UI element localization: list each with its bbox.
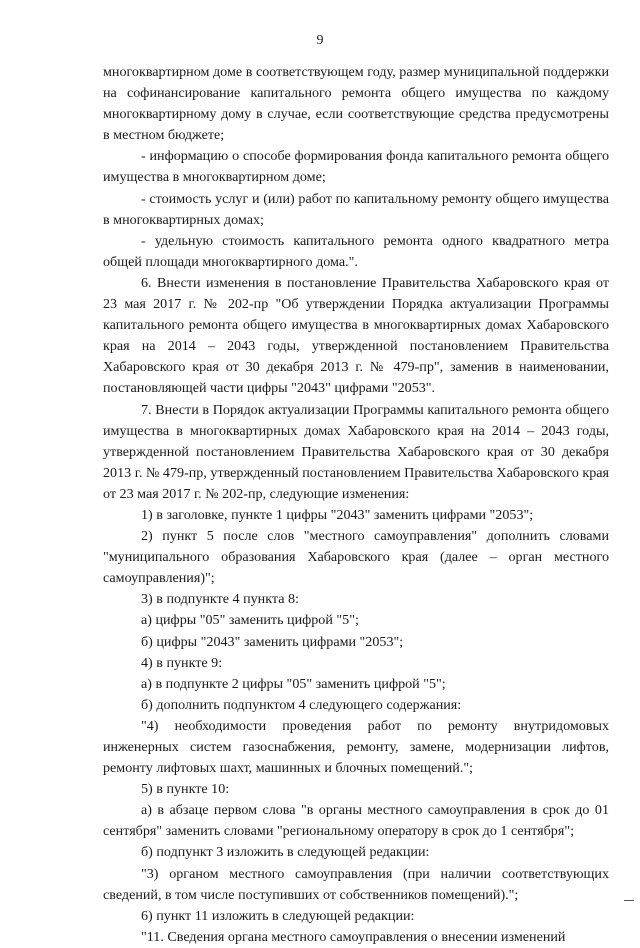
scan-edge-mark xyxy=(624,900,634,901)
paragraph: б) дополнить подпунктом 4 следующего содержания: xyxy=(141,696,462,713)
paragraph: "4) необходимости проведения работ по ремонту внутридомовых инженерных систем газоснабжения, ремонту, замене, модернизации лифтов, ремонту лифтовых шахт, машинных и блочных помещений."; xyxy=(103,717,609,777)
paragraph: "11. Сведения органа местного самоуправления о внесении изменений xyxy=(141,928,566,945)
paragraph: - информацию о способе формирования фонда капитального ремонта общего имущества в многоквартирном доме; xyxy=(103,148,609,186)
paragraph: 6. Внести изменения в постановление Правительства Хабаровского края от 23 мая 2017 г. № 202-пр "Об утверждении Порядка актуализации Программы капитального ремонта общего имущества в многоквартирных домах Хабаровского края на 2014 – 2043 годы, утвержденной постановлением Правительства Хабаровского края от 30 декабря 2013 г. № 479-пр", заменив в наименовании, постановляющей части цифры "2043" цифрами "2053". xyxy=(103,274,609,397)
paragraph: а) в абзаце первом слова "в органы местного самоуправления в срок до 01 сентября" заменить словами "региональному оператору в срок до 1 сентября"; xyxy=(103,802,609,840)
paragraph: а) в подпункте 2 цифры "05" заменить цифрой "5"; xyxy=(141,675,446,692)
page-number: 9 xyxy=(316,33,324,48)
document-body xyxy=(103,62,609,948)
paragraph: многоквартирном доме в соответствующем году, размер муниципальной поддержки на софинансирование капитального ремонта общего имущества по каждому многоквартирному дому в случае, если соответствующие средства предусмотрены в местном бюджете; xyxy=(103,64,609,144)
paragraph: 4) в пункте 9: xyxy=(141,654,223,671)
paragraph: 5) в пункте 10: xyxy=(141,781,230,798)
paragraph: - удельную стоимость капитального ремонта одного квадратного метра общей площади многоквартирного дома.". xyxy=(103,232,609,270)
paragraph: 1) в заголовке, пункте 1 цифры "2043" заменить цифрами "2053"; xyxy=(141,506,534,523)
paragraph: 2) пункт 5 после слов "местного самоуправления" дополнить словами "муниципального образования Хабаровского края (далее – орган местного самоуправления)"; xyxy=(103,528,609,587)
paragraph: 3) в подпункте 4 пункта 8: xyxy=(141,591,299,608)
paragraph: 7. Внести в Порядок актуализации Программы капитального ремонта общего имущества в многоквартирных домах Хабаровского края на 2014 – 2043 годы, утвержденной постановлением Правительства Хабаровского края от 30 декабря 2013 г. № 479-пр, утвержденный постановлением Правительства Хабаровского края от 23 мая 2017 г. № 202-пр, следующие изменения: xyxy=(103,401,609,502)
paragraph: 6) пункт 11 изложить в следующей редакции: xyxy=(141,907,415,924)
paragraph: б) подпункт 3 изложить в следующей редакции: xyxy=(141,844,430,861)
paragraph: - стоимость услуг и (или) работ по капитальному ремонту общего имущества в многоквартирных домах; xyxy=(103,190,609,228)
paragraph: а) цифры "05" заменить цифрой "5"; xyxy=(141,612,359,629)
paragraph: б) цифры "2043" заменить цифрами "2053"; xyxy=(141,633,404,650)
paragraph: "3) органом местного самоуправления (при наличии соответствующих сведений, в том числе поступивших от собственников помещений)."; xyxy=(103,865,609,903)
